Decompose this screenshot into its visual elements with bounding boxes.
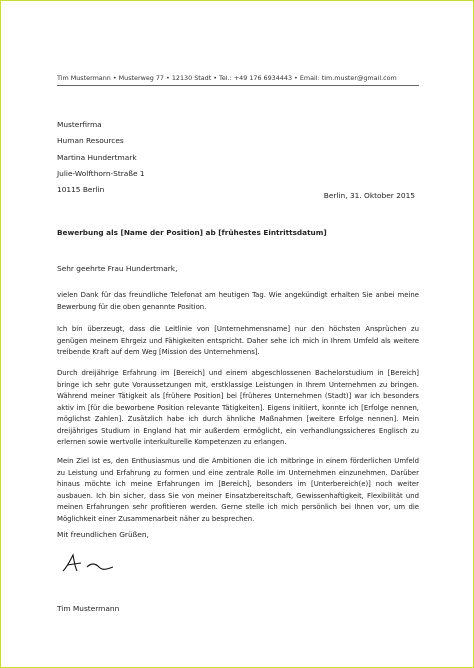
handwritten-signature	[61, 547, 121, 575]
body-paragraph-4: Mein Ziel ist es, den Enthusiasmus und die Ambitionen die ich mitbringe in einem förderlichen Umfeld zu Leistung und Erfahrung zu formen und eine zentrale Rolle im Unternehmen einzunehmen. Darüber hinaus möchte ich meine Erfahrungen im [Bereich], besonders im [Unterbereich(e)] noch weiter ausbauen. Ich bin sicher, dass Sie von meiner Einsatzbereitschaft, Gewissenhaftigkeit, Flexibilität und meinen Erfahrungen sehr profitieren werden. Gerne stelle ich mich persönlich bei Ihnen vor, um die Möglichkeit einer Zusammenarbeit näher zu besprechen.	[57, 457, 419, 523]
salutation: Sehr geehrte Frau Hundertmark,	[57, 264, 178, 273]
body-paragraph-1: vielen Dank für das freundliche Telefonat am heutigen Tag. Wie angekündigt erhalten Sie anbei meine Bewerbung für die oben genannte Position.	[57, 291, 419, 311]
recipient-street: Julie-Wolfthorn-Straße 1	[57, 168, 145, 178]
recipient-department: Human Resources	[57, 136, 124, 146]
letter-date: Berlin, 31. Oktober 2015	[323, 191, 415, 200]
recipient-name: Martina Hundertmark	[57, 152, 137, 162]
sender-address-line: Tim Mustermann • Musterweg 77 • 12130 Stadt • Tel.: +49 176 6934443 • Email: tim.muster@gmail.com	[57, 74, 397, 82]
closing-phrase: Mit freundlichen Grüßen,	[57, 530, 149, 539]
recipient-address	[57, 117, 145, 198]
letter-subject: Bewerbung als [Name der Position] ab [frühestes Eintrittsdatum]	[57, 228, 327, 237]
header-divider	[57, 85, 419, 86]
signer-name: Tim Mustermann	[57, 604, 120, 613]
recipient-company: Musterfirma	[57, 120, 102, 129]
body-paragraph-3: Durch dreijährige Erfahrung im [Bereich] und einem abgeschlossenen Bachelorstudium in [Bereich] bringe ich sehr gute Voraussetzungen mit, erstklassige Leistungen in Ihrem Unternehmen zu bringen. Während meiner Tätigkeit als [frühere Position] bei [früheres Unternehmen (Stadt)] war ich besonders aktiv im [für die beworbene Position relevante Tätigkeiten]. Eigens initiiert, konnte ich [Erfolge nennen, möglichst Zahlen]. Zusätzlich habe ich durch ähnliche Maßnahmen [weitere Erfolge nennen]. Mein dreijähriges Studium in England hat mir außerdem ermöglicht, ein verhandlungssicheres Englisch zu erlernen sowie wertvolle interkulturelle Kompetenzen zu erlangen.	[57, 369, 419, 446]
recipient-city: 10115 Berlin	[57, 185, 105, 195]
body-paragraph-2: Ich bin überzeugt, dass die Leitlinie von [Unternehmensname] nur den höchsten Ansprüchen zu genügen meinem Ehrgeiz und Fähigkeiten entspricht. Daher sehe ich mich in Ihrem Umfeld als weitere treibende Kraft auf dem Weg [Mission des Unternehmens].	[57, 325, 419, 356]
